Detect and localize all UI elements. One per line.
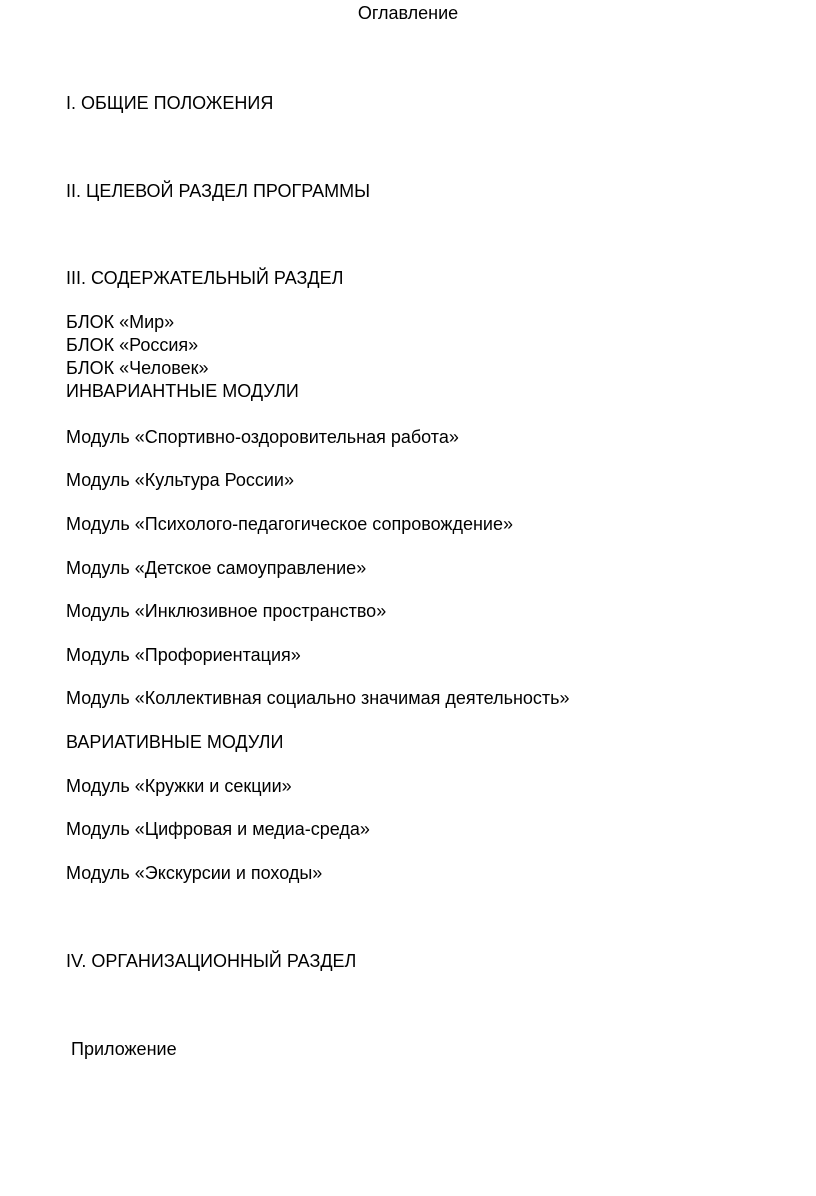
module-item: Модуль «Коллективная социально значимая деятельность» — [66, 688, 570, 708]
appendix-item: Приложение — [71, 1039, 177, 1059]
module-item: Модуль «Инклюзивное пространство» — [66, 601, 387, 621]
block-item: БЛОК «Россия» — [66, 335, 199, 355]
section-target: II. ЦЕЛЕВОЙ РАЗДЕЛ ПРОГРАММЫ — [66, 181, 371, 201]
module-item: Модуль «Экскурсии и походы» — [66, 863, 323, 883]
module-item: Модуль «Спортивно-оздоровительная работа» — [66, 427, 459, 447]
module-item: Модуль «Психолого-педагогическое сопровождение» — [66, 514, 513, 534]
variative-modules-heading: ВАРИАТИВНЫЕ МОДУЛИ — [66, 732, 284, 752]
block-item: БЛОК «Человек» — [66, 358, 209, 378]
block-item: БЛОК «Мир» — [66, 312, 175, 332]
section-organizational: IV. ОРГАНИЗАЦИОННЫЙ РАЗДЕЛ — [66, 951, 357, 971]
document-title: Оглавление — [357, 3, 459, 23]
module-item: Модуль «Профориентация» — [66, 645, 301, 665]
module-item: Модуль «Кружки и секции» — [66, 776, 292, 796]
module-item: Модуль «Детское самоуправление» — [66, 558, 367, 578]
section-content: III. СОДЕРЖАТЕЛЬНЫЙ РАЗДЕЛ — [66, 268, 344, 288]
module-item: Модуль «Культура России» — [66, 470, 294, 490]
module-item: Модуль «Цифровая и медиа-среда» — [66, 819, 370, 839]
section-general: I. ОБЩИЕ ПОЛОЖЕНИЯ — [66, 93, 274, 113]
invariant-modules-heading: ИНВАРИАНТНЫЕ МОДУЛИ — [66, 381, 299, 401]
